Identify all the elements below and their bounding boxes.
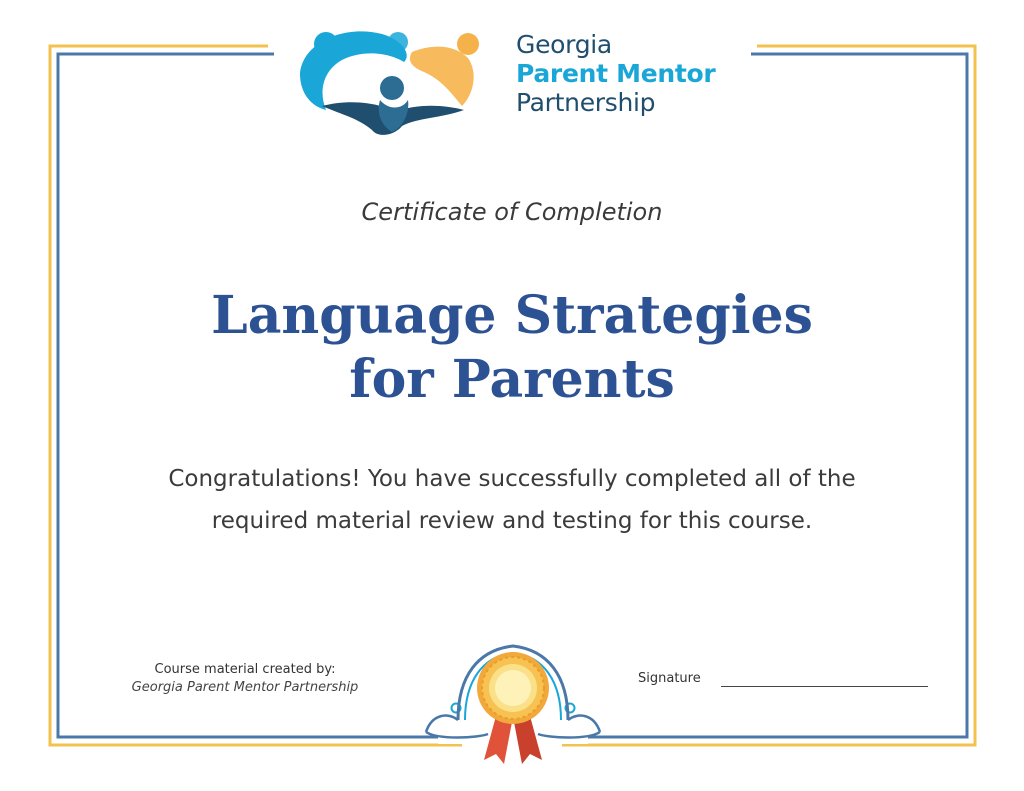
created-by-name: Georgia Parent Mentor Partnership — [131, 680, 359, 695]
message-line-2: required material review and testing for this course. — [211, 508, 813, 534]
course-title-line-2: for Parents — [349, 349, 675, 410]
award-seal-icon — [418, 636, 608, 776]
course-title — [0, 284, 1024, 412]
message-line-1: Congratulations! You have successfully completed all of the — [168, 466, 856, 492]
course-credit — [110, 662, 380, 695]
course-title-line-1: Language Strategies — [211, 285, 813, 346]
logo-line-partnership: Partnership — [516, 88, 656, 117]
signature-label: Signature — [638, 671, 701, 686]
certificate-subtitle: Certificate of Completion — [361, 198, 663, 226]
logo-wordmark — [516, 30, 715, 117]
logo-line-georgia: Georgia — [516, 30, 612, 59]
gpmp-logo-icon — [292, 14, 492, 140]
created-by-label: Course material created by: — [154, 662, 336, 677]
logo-line-parent-mentor: Parent Mentor — [516, 59, 716, 88]
congratulations-message — [0, 458, 1024, 542]
signature-line[interactable] — [721, 686, 928, 687]
